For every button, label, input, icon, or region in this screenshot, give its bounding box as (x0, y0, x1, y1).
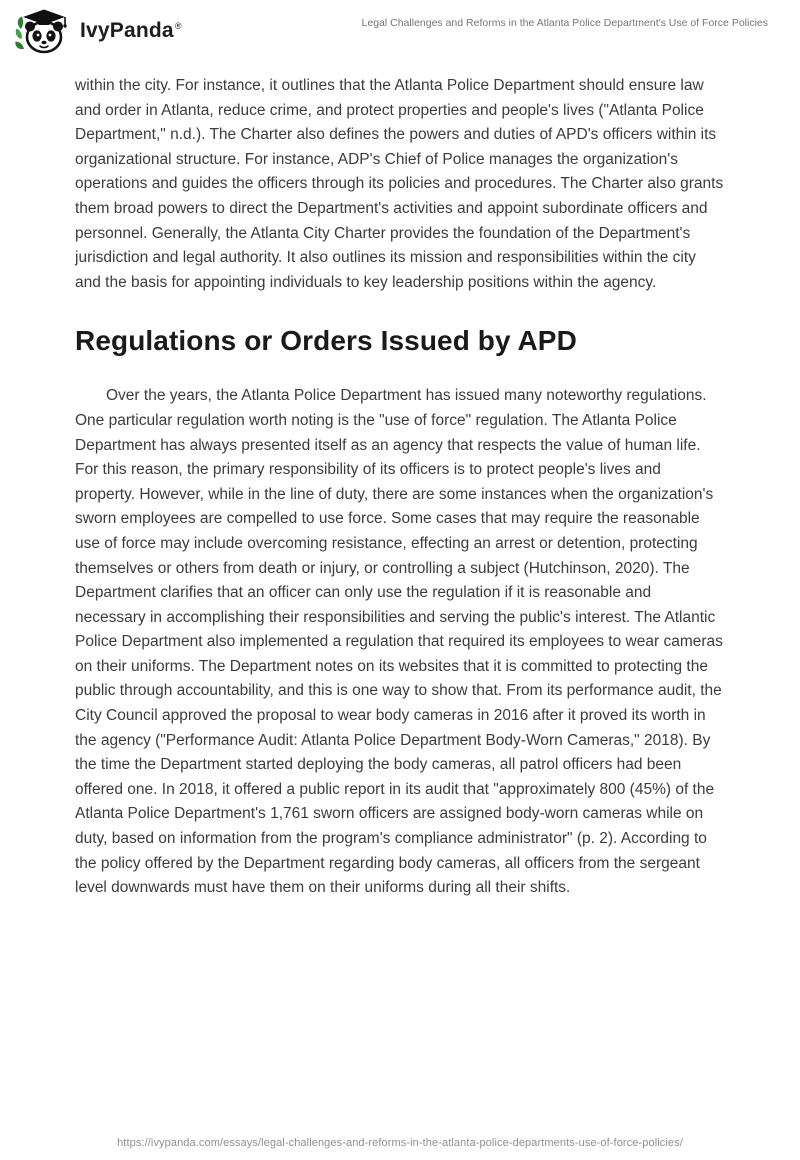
paragraph-continuation: within the city. For instance, it outlines that the Atlanta Police Department should ensure law and order in Atlanta, reduce crime, and protect properties and people's lives ("Atlanta Police Department," n.d.). The Charter also defines the powers and duties of APD's officers within its organizational structure. For instance, ADP's Chief of Police manages the organization's operations and guides the officers through its policies and procedures. The Charter also grants them broad powers to direct the Department's activities and appoint subordinate officers and personnel. Generally, the Atlanta City Charter provides the foundation of the Department's jurisdiction and legal authority. It also outlines its mission and responsibilities within the city and the basis for appointing individuals to key leadership positions within the agency. (75, 77, 724, 291)
ivypanda-logo-icon (14, 8, 72, 54)
document-title: Legal Challenges and Reforms in the Atlanta Police Department's Use of Force Policies (361, 17, 768, 29)
source-url-link[interactable]: https://ivypanda.com/essays/legal-challenges-and-reforms-in-the-atlanta-police-departments-use-of-force-policies/ (117, 1137, 683, 1149)
section-heading: Regulations or Orders Issued by APD (75, 325, 577, 357)
page-footer (0, 1137, 800, 1149)
page-header (0, 0, 800, 54)
brand-name-text: IvyPanda (80, 19, 174, 42)
essay-content (0, 54, 800, 901)
registered-mark: ® (174, 21, 182, 31)
paragraph-regulations: Over the years, the Atlanta Police Department has issued many noteworthy regulations. One particular regulation worth noting is the "use of force" regulation. The Atlanta Police Department has always presented itself as an agency that respects the value of human life. For this reason, the primary responsibility of its officers is to protect people's lives and property. However, while in the line of duty, there are some instances when the organization's sworn employees are compelled to use force. Some cases that may require the reasonable use of force may include overcoming resistance, effecting an arrest or detention, protecting themselves or others from death or injury, or controlling a subject (Hutchinson, 2020). The Department clarifies that an officer can only use the regulation if it is reasonable and necessary in accomplishing their responsibilities and serving the public's interest. The Atlantic Police Department also implemented a regulation that required its employees to wear cameras on their uniforms. The Department notes on its websites that it is committed to protecting the public through accountability, and this is one way to show that. From its performance audit, the City Council approved the proposal to wear body cameras in 2016 after it proved its worth in the agency ("Performance Audit: Atlanta Police Department Body-Worn Cameras," 2018). By the time the Department started deploying the body cameras, all patrol officers had been offered one. In 2018, it offered a public report in its audit that "approximately 800 (45%) of the Atlanta Police Department's 1,761 sworn officers are assigned body-worn cameras while on duty, based on information from the program's compliance administrator" (p. 2). According to the policy offered by the Department regarding body cameras, all officers from the sergeant level downwards must have them on their uniforms during all their shifts. (75, 387, 723, 897)
brand (14, 8, 181, 54)
brand-name (80, 19, 181, 43)
